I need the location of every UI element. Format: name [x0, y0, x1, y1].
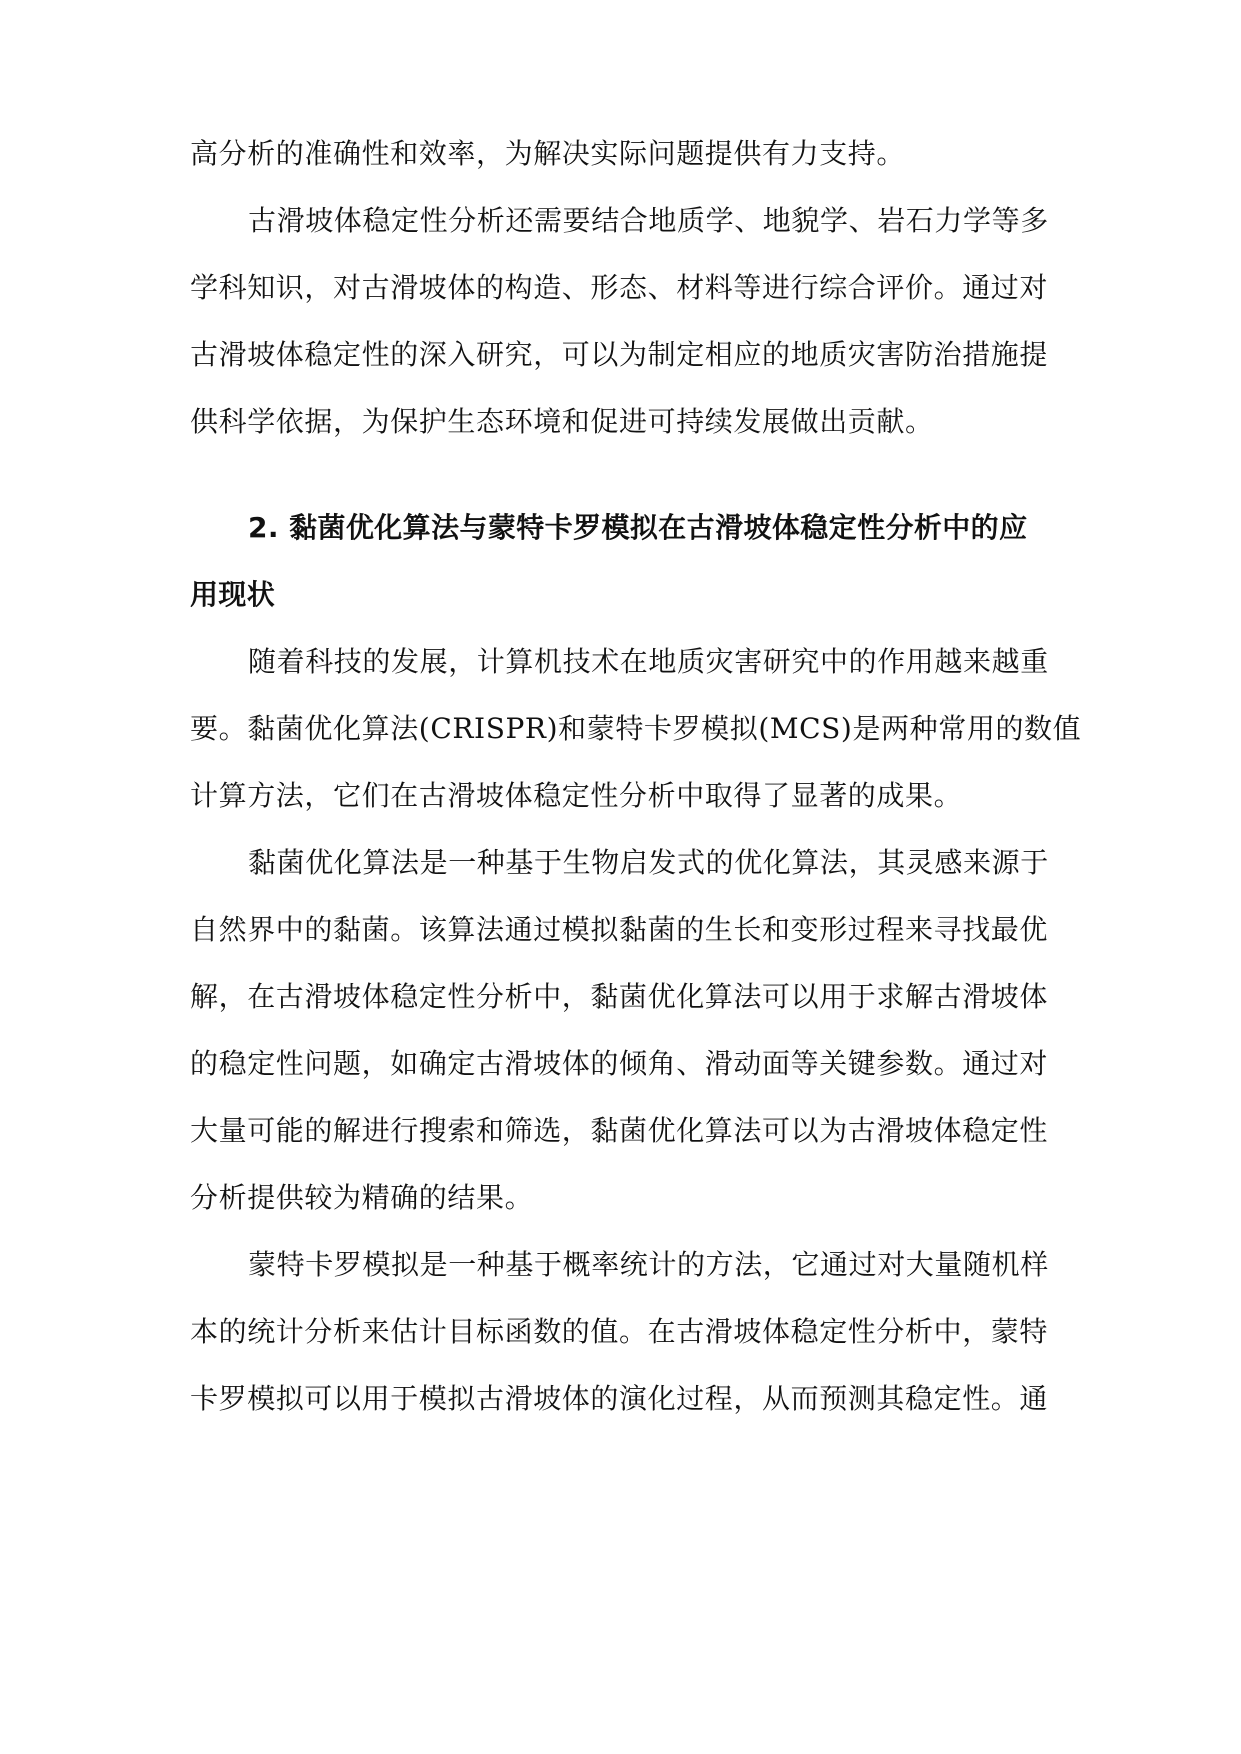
- paragraph-5-line-1: 蒙特卡罗模拟是一种基于概率统计的方法，它通过对大量随机样: [248, 1248, 1049, 1281]
- paragraph-3-line-3: 计算方法，它们在古滑坡体稳定性分析中取得了显著的成果。: [190, 779, 963, 812]
- paragraph-3-line-1: 随着科技的发展，计算机技术在地质灾害研究中的作用越来越重: [248, 645, 1049, 678]
- paragraph-4-line-3: 解，在古滑坡体稳定性分析中，黏菌优化算法可以用于求解古滑坡体: [190, 980, 1049, 1013]
- paragraph-3-line-2: 要。黏菌优化算法(CRISPR)和蒙特卡罗模拟(MCS)是两种常用的数值: [190, 712, 1082, 745]
- paragraph-5-line-3: 卡罗模拟可以用于模拟古滑坡体的演化过程，从而预测其稳定性。通: [190, 1382, 1049, 1415]
- paragraph-1-line-1: 高分析的准确性和效率，为解决实际问题提供有力支持。: [190, 137, 906, 170]
- paragraph-5-line-2: 本的统计分析来估计目标函数的值。在古滑坡体稳定性分析中，蒙特: [190, 1315, 1049, 1348]
- section-heading-line-2: 用现状: [190, 578, 276, 611]
- paragraph-2-line-3: 古滑坡体稳定性的深入研究，可以为制定相应的地质灾害防治措施提: [190, 338, 1049, 371]
- paragraph-4-line-2: 自然界中的黏菌。该算法通过模拟黏菌的生长和变形过程来寻找最优: [190, 913, 1049, 946]
- paragraph-2-line-2: 学科知识，对古滑坡体的构造、形态、材料等进行综合评价。通过对: [190, 271, 1049, 304]
- paragraph-2-line-4: 供科学依据，为保护生态环境和促进可持续发展做出贡献。: [190, 405, 934, 438]
- paragraph-4-line-6: 分析提供较为精确的结果。: [190, 1181, 534, 1214]
- paragraph-4-line-1: 黏菌优化算法是一种基于生物启发式的优化算法，其灵感来源于: [248, 846, 1049, 879]
- section-heading-line-1: 2. 黏菌优化算法与蒙特卡罗模拟在古滑坡体稳定性分析中的应: [248, 511, 1028, 544]
- paragraph-4-line-4: 的稳定性问题，如确定古滑坡体的倾角、滑动面等关键参数。通过对: [190, 1047, 1049, 1080]
- paragraph-4-line-5: 大量可能的解进行搜索和筛选，黏菌优化算法可以为古滑坡体稳定性: [190, 1114, 1049, 1147]
- paragraph-2-line-1: 古滑坡体稳定性分析还需要结合地质学、地貌学、岩石力学等多: [248, 204, 1049, 237]
